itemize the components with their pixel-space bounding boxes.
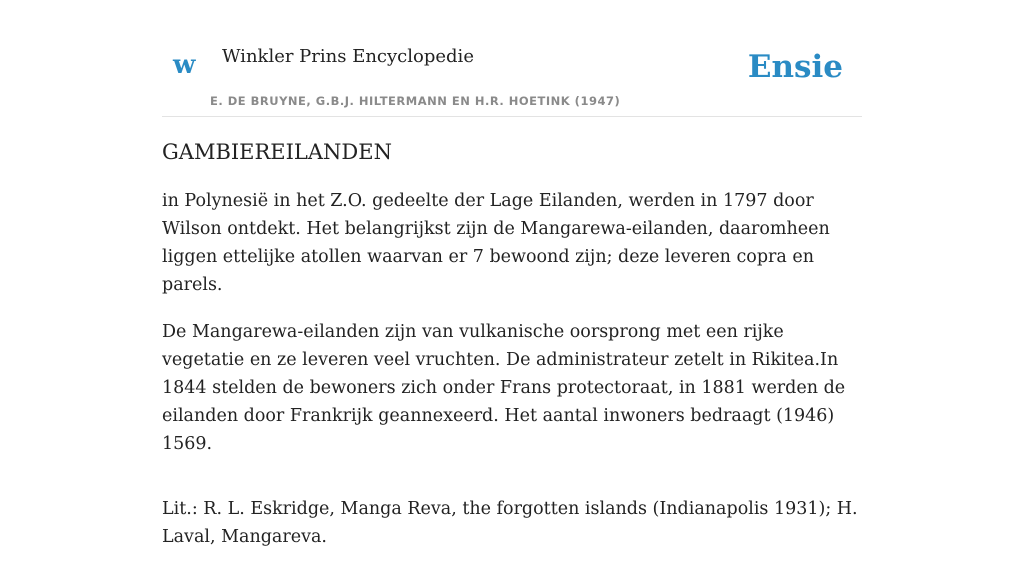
wp-logo[interactable]: w <box>173 50 196 80</box>
article-title: GAMBIEREILANDEN <box>162 140 392 164</box>
article <box>162 140 862 570</box>
literature-reference: Lit.: R. L. Eskridge, Manga Reva, the forgotten islands (Indianapolis 1931); H. Laval, Mangareva. <box>162 499 858 548</box>
ensie-logo[interactable]: Ensie <box>747 49 843 85</box>
article-paragraph: De Mangarewa-eilanden zijn van vulkanische oorsprong met een rijke vegetatie en ze leveren veel vruchten. De administrateur zetelt in Rikitea.In 1844 stelden de bewoners zich onder Frans protectoraat, in 1881 werden de eilanden door Frankrijk geannexeerd. Het aantal inwoners bedraagt (1946) 1569. <box>162 322 846 455</box>
site-header <box>162 40 862 117</box>
article-paragraph: in Polynesië in het Z.O. gedeelte der Lage Eilanden, werden in 1797 door Wilson ontdekt. Het belangrijkst zijn de Mangarewa-eilanden, daaromheen liggen ettelijke atollen waarvan er 7 bewoond zijn; deze leveren copra en parels. <box>162 191 830 296</box>
site-title[interactable]: Winkler Prins Encyclopedie <box>222 46 474 67</box>
authors-line: E. DE BRUYNE, G.B.J. HILTERMANN EN H.R. HOETINK (1947) <box>210 94 621 108</box>
